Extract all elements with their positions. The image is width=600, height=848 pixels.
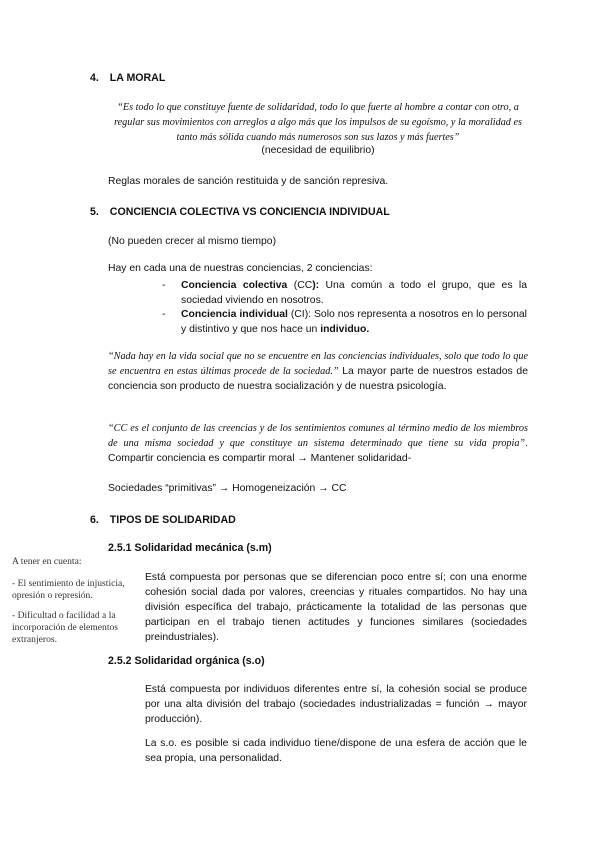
section-6-title: TIPOS DE SOLIDARIDAD [109,514,236,526]
bullet-dash: - [162,280,166,291]
section-5-societies: Sociedades “primitivas” → Homogeneización → CC [108,483,347,494]
section-5-number: 5. [90,206,99,218]
term-colon: ): [312,280,320,291]
section-4-quote-note: (necesidad de equilibrio) [261,145,375,156]
bullet-conciencia-colectiva [162,278,527,308]
section-4-title: LA MORAL [109,72,166,84]
section-5-cc-tail: . Compartir conciencia es compartir moral → Mantener solidaridad- [108,438,528,464]
bullet-text [181,278,527,308]
section-4-heading [90,72,510,84]
term-conciencia-colectiva: Conciencia colectiva [181,280,288,291]
section-4-text: Reglas morales de sanción restituida y de sanción represiva. [108,176,389,187]
section-5-title: CONCIENCIA COLECTIVA VS CONCIENCIA INDIVIDUAL [109,206,390,218]
subsection-organica-title: 2.5.2 Solidaridad orgánica (s.o) [108,655,265,667]
side-note-item-extranjeros: - Dificultad o facilidad a la incorporación de elementos extranjeros. [12,610,119,645]
section-5-quote: “Nada hay en la vida social que no se encuentre en las conciencias individuales, solo que todo lo que se encuentra en estas últimas procede de la sociedad.” [108,351,528,377]
section-5-intro: Hay en cada una de nuestras conciencias, 2 conciencias: [108,263,373,274]
section-5-note: (No pueden crecer al mismo tiempo) [108,236,277,247]
bullet-text [181,307,527,337]
subsection-organica-text-2: La s.o. es posible si cada individuo tiene/dispone de una esfera de acción que le sea propia, una personalidad. [145,738,527,764]
bullet-description: (CI): Solo nos representa a nosotros en lo personal y distintivo y que nos hace un [181,309,527,335]
bullet-description: Una común a todo el grupo, que es la sociedad viviendo en nosotros. [181,280,528,306]
section-6-number: 6. [90,514,99,526]
section-5-quote-tail: La mayor parte de nuestros estados de conciencia son producto de nuestra socialización y de nuestra psicología. [108,366,528,392]
section-5-quote-paragraph [108,349,528,394]
side-note-heading: A tener en cuenta: [12,556,82,567]
subsection-mecanica-text: Está compuesta por personas que se diferencian poco entre sí; con una enorme cohesión social dada por valores, creencias y rituales compartidos. No hay una división específica del trabajo, prácticamente la totalidad de las personas que participan en el trabajo tienen actitudes y funciones similares (sociedades preindustriales). [145,572,527,643]
section-4-number: 4. [90,72,99,84]
bullet-conciencia-individual [162,307,527,337]
section-5-heading [90,206,530,218]
section-6-heading [90,514,510,526]
term-individuo: individuo. [320,324,370,335]
side-note-item-injusticia: - El sentimiento de injusticia, opresión o represión. [12,578,125,601]
section-4-quote: “Es todo lo que constituye fuente de solidaridad, todo lo que fuerte al hombre a contar con otro, a regular sus movimientos con arreglos a algo más que los impulsos de su egoísmo, y la moralidad es tanto más sólida cuando más numerosos son sus lazos y más fuertes” [114,102,522,143]
bullet-dash: - [162,309,166,320]
section-5-cc-paragraph [108,421,528,466]
term-abbr: (CC [287,280,313,291]
side-note [12,556,130,646]
subsection-organica-text-1: Está compuesta por individuos diferentes entre sí, la cohesión social se produce por una alta división del trabajo (sociedades industrializadas = función → mayor producción). [145,684,527,725]
section-5-cc-quote: “CC es el conjunto de las creencias y de los sentimientos comunes al término medio de los miembros de una misma sociedad y que constituye un sistema determinado que tiene su vida propia” [108,423,528,449]
subsection-mecanica-title: 2.5.1 Solidaridad mecánica (s.m) [108,542,272,554]
term-conciencia-individual: Conciencia individual [181,309,288,320]
